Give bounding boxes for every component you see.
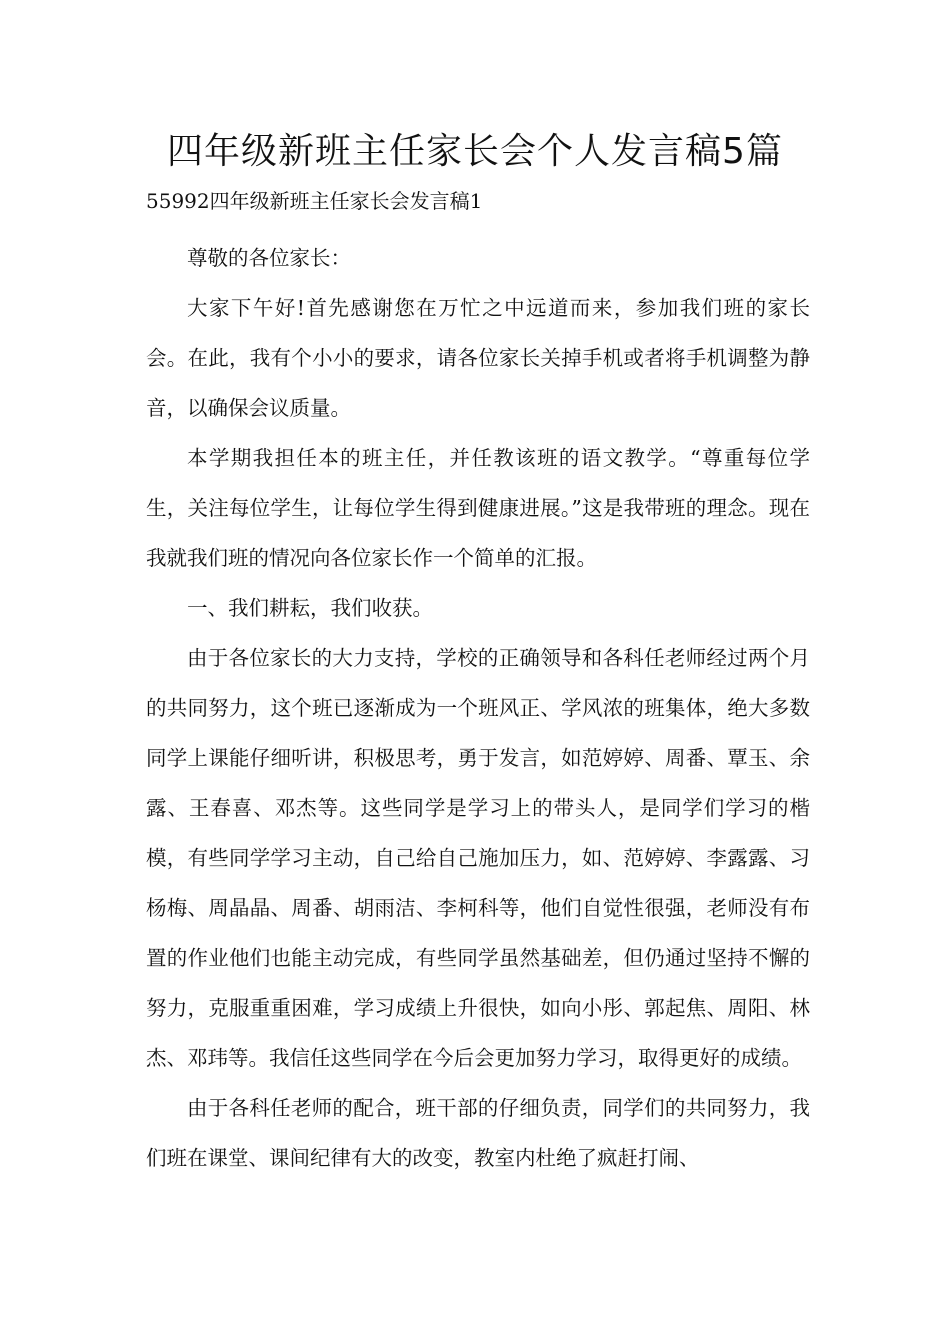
- document-body: [146, 233, 810, 1183]
- salutation-paragraph: 尊敬的各位家长：: [187, 246, 351, 270]
- body-paragraph: 由于各位家长的大力支持，学校的正确领导和各科任老师经过两个月的共同努力，这个班已逐渐成为一个班风正、学风浓的班集体，绝大多数同学上课能仔细听讲，积极思考，勇于发言，如范婷婷、周番、覃玉、余露、王春喜、邓杰等。这些同学是学习上的带头人，是同学们学习的楷模，有些同学学习主动，自己给自己施加压力，如、范婷婷、李露露、习杨梅、周晶晶、周番、胡雨洁、李柯科等，他们自觉性很强，老师没有布置的作业他们也能主动完成，有些同学虽然基础差，但仍通过坚持不懈的努力，克服重重困难，学习成绩上升很快，如向小彤、郭起焦、周阳、林杰、邓玮等。我信任这些同学在今后会更加努力学习，取得更好的成绩。: [146, 646, 810, 1070]
- body-paragraph: 由于各科任老师的配合，班干部的仔细负责，同学们的共同努力，我们班在课堂、课间纪律有大的改变，教室内杜绝了疯赶打闹、: [146, 1096, 810, 1170]
- body-paragraph: 本学期我担任本的班主任，并任教该班的语文教学。“尊重每位学生，关注每位学生，让每位学生得到健康进展。”这是我带班的理念。现在我就我们班的情况向各位家长作一个简单的汇报。: [146, 446, 810, 570]
- section-heading: 一、我们耕耘，我们收获。: [187, 596, 433, 620]
- document-subtitle: 55992四年级新班主任家长会发言稿1: [146, 189, 483, 213]
- document-title: 四年级新班主任家长会个人发言稿5篇: [167, 131, 783, 172]
- body-paragraph: 大家下午好!首先感谢您在万忙之中远道而来，参加我们班的家长会。在此，我有个小小的要求，请各位家长关掉手机或者将手机调整为静音，以确保会议质量。: [146, 296, 810, 420]
